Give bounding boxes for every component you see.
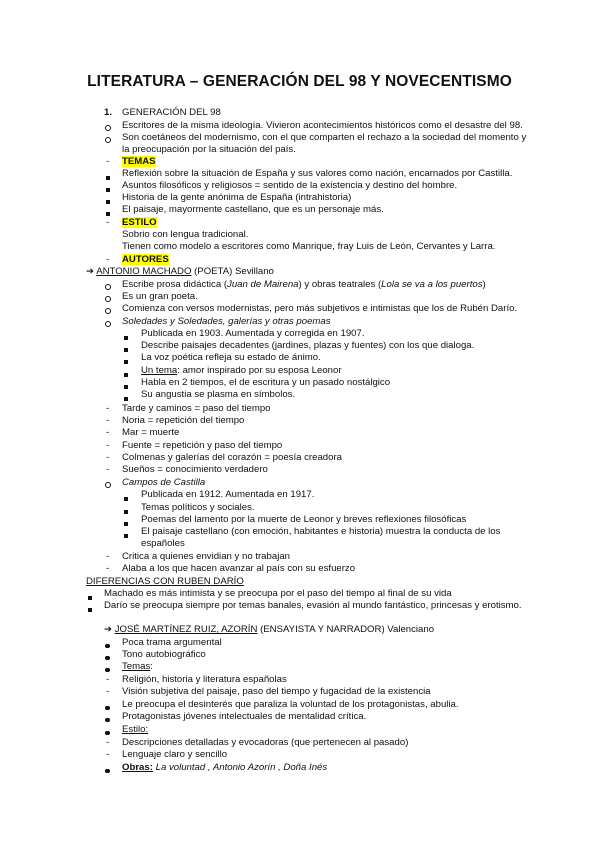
dot-bullet-icon [105,702,110,714]
list-item: la preocupación por la situación del país. [122,144,296,155]
autores-label: AUTORES [122,254,169,265]
list-item: Protagonistas jóvenes intelectuales de mentalidad crítica. [122,711,367,722]
dash-bullet: - [106,415,110,426]
list-item: Poca trama argumental [122,637,222,648]
author-role: (ENSAYISTA Y NARRADOR) Valenciano [257,624,435,635]
list-item: Descripciones detalladas y evocadoras (que pertenecen al pasado) [122,737,409,748]
ring-bullet-icon [105,294,111,306]
list-item: Machado es más intimista y se preocupa por el paso del tiempo al final de su vida [104,588,452,599]
square-bullet-icon [106,172,110,184]
square-bullet-icon [88,604,92,616]
list-item: Sueños = conocimiento verdadero [122,464,268,475]
list-item: españoles [141,538,185,549]
ring-bullet-icon [105,135,111,147]
list-item: Su angustia se plasma en símbolos. [141,389,296,400]
list-item: Noria = repetición del tiempo [122,415,245,426]
list-item: Habla en 2 tiempos, el de escritura y un pasado nostálgico [141,377,391,388]
list-item: El paisaje, mayormente castellano, que es un personaje más. [122,204,384,215]
square-bullet-icon [124,493,128,505]
dash-bullet: - [106,737,110,748]
list-item: Es un gran poeta. [122,291,198,302]
list-item: Tono autobiográfico [122,649,206,660]
list-item: El paisaje castellano (con emoción, habitantes e historia) muestra la conducta de los [141,526,501,537]
ring-bullet-icon [105,123,111,135]
dash-bullet: - [106,217,110,228]
list-item: Poemas del lamento por la muerte de Leonor y breves reflexiones filosóficas [141,514,467,525]
list-item: Alaba a los que hacen avanzar al país con su esfuerzo [122,563,356,574]
dot-bullet-icon [105,640,110,652]
dash-bullet: - [106,440,110,451]
list-item: Un tema: amor inspirado por su esposa Leonor [141,365,342,376]
text-line: Tienen como modelo a escritores como Manrique, fray Luis de León, Cervantes y Larra. [122,241,496,252]
square-bullet-icon [124,506,128,518]
list-item: Obras: La voluntad , Antonio Azorín , Doña Inés [122,762,328,773]
text-line: Sobrio con lengua tradicional. [122,229,249,240]
list-item: Lenguaje claro y sencillo [122,749,228,760]
list-item: Religión, historia y literatura españolas [122,674,287,685]
ring-bullet-icon [105,480,111,492]
estilo-label: ESTILO [122,217,157,228]
list-item: Reflexión sobre la situación de España y sus valores como nación, encarnados por Castilla. [122,168,513,179]
subheading: Temas: [122,661,153,672]
list-item: Fuente = repetición y paso del tiempo [122,440,283,451]
dot-bullet-icon [105,652,110,664]
list-item: La voz poética refleja su estado de ánimo. [141,352,321,363]
list-item: Describe paisajes decadentes (jardines, plazas y fuentes) con los que dialoga. [141,340,475,351]
dash-bullet: - [106,427,110,438]
dot-bullet-icon [105,714,110,726]
dash-bullet: - [106,464,110,475]
list-item: Comienza con versos modernistas, pero más subjetivos e intimistas que los de Rubén Darío. [122,303,518,314]
section-heading: DIFERENCIAS CON RUBEN DARÍO [86,576,244,587]
dash-bullet: - [106,551,110,562]
dash-bullet: - [106,749,110,760]
square-bullet-icon [106,184,110,196]
square-bullet-icon [106,196,110,208]
square-bullet-icon [124,344,128,356]
square-bullet-icon [124,332,128,344]
list-item: Publicada en 1912. Aumentada en 1917. [141,489,315,500]
dash-bullet: - [106,452,110,463]
ring-bullet-icon [105,319,111,331]
author-role: (POETA) Sevillano [191,266,274,277]
list-item: Asuntos filosóficos y religiosos = sentido de la existencia y destino del hombre. [122,180,458,191]
temas-label: TEMAS [122,156,156,167]
list-item: Mar = muerte [122,427,180,438]
list-item: Escritores de la misma ideología. Vivieron acontecimientos históricos como el desastre del 98. [122,120,523,131]
author-name: JOSÉ MARTÍNEZ RUIZ, AZORÍN [114,624,258,635]
page-title: LITERATURA – GENERACIÓN DEL 98 Y NOVECENTISMO [87,73,512,90]
list-item: Tarde y caminos = paso del tiempo [122,403,271,414]
book-title: Soledades y Soledades, galerías y otras poemas [122,316,331,327]
list-item: Darío se preocupa siempre por temas banales, evasión al mundo fantástico, princesas y erotismo. [104,600,522,611]
square-bullet-icon [124,356,128,368]
author-name: ANTONIO MACHADO [96,266,192,277]
list-item: Critica a quienes envidian y no trabajan [122,551,290,562]
list-item: Colmenas y galerías del corazón = poesía creadora [122,452,342,463]
ring-bullet-icon [105,306,111,318]
arrow-right-icon: ➔ [104,624,113,635]
list-item: Le preocupa el desinterés que paraliza la voluntad de los protagonistas, abulia. [122,699,459,710]
dash-bullet: - [106,686,110,697]
list-item: Temas políticos y sociales. [141,502,255,513]
list-item: Historia de la gente anónima de España (intrahistoria) [122,192,352,203]
list-item: Publicada en 1903. Aumentada y corregida en 1907. [141,328,365,339]
dash-bullet: - [106,403,110,414]
square-bullet-icon [124,381,128,393]
ring-bullet-icon [105,282,111,294]
dot-bullet-icon [105,765,110,777]
section-number: 1. [104,107,113,118]
list-item: Visión subjetiva del paisaje, paso del tiempo y fugacidad de la existencia [122,686,431,697]
square-bullet-icon [88,592,92,604]
section-heading: GENERACIÓN DEL 98 [122,107,221,118]
dash-bullet: - [106,156,110,167]
dash-bullet: - [106,674,110,685]
book-title: Campos de Castilla [122,477,206,488]
list-item: Escribe prosa didáctica (Juan de Mairena) y obras teatrales (Lola se va a los puertos) [122,279,486,290]
list-item: Son coetáneos del modernismo, con el que comparten el rechazo a la sociedad del momento y [122,132,527,143]
dash-bullet: - [106,254,110,265]
square-bullet-icon [124,530,128,542]
subheading: Estilo: [122,724,149,735]
arrow-right-icon: ➔ [86,266,95,277]
square-bullet-icon [124,518,128,530]
dash-bullet: - [106,563,110,574]
square-bullet-icon [124,369,128,381]
